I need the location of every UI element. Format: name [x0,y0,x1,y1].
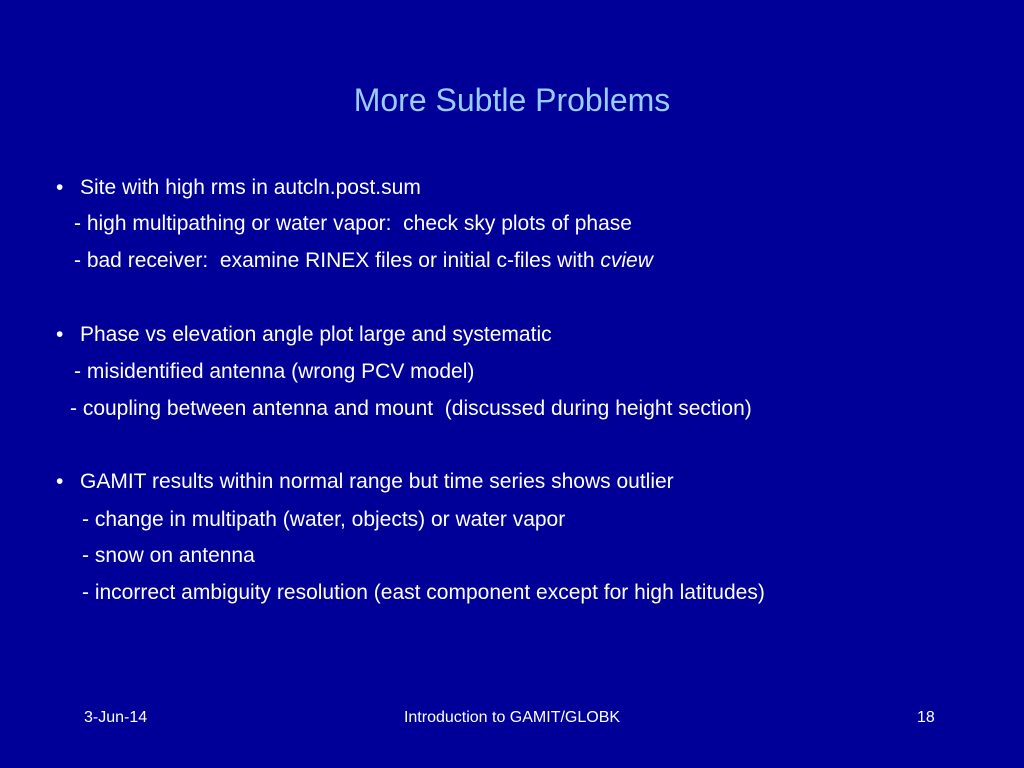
bullet-marker: • [56,323,64,346]
bullet-heading: Site with high rms in autcln.post.sum [80,176,421,199]
sub-point-text: - bad receiver: examine RINEX files or initial c-files with [74,249,601,272]
footer-title: Introduction to GAMIT/GLOBK [403,709,621,726]
slide-title: More Subtle Problems [353,82,671,118]
page-number: 18 [917,709,935,726]
bullet-heading: GAMIT results within normal range but time series shows outlier [80,470,674,493]
bullet-marker: • [56,176,64,199]
footer-date: 3-Jun-14 [84,709,148,726]
sub-point: - change in multipath (water, objects) or water vapor [82,508,566,531]
bullet-heading: Phase vs elevation angle plot large and systematic [80,323,552,346]
sub-point: - snow on antenna [82,544,255,567]
sub-point-with-term [74,248,653,274]
sub-point: - misidentified antenna (wrong PCV model) [74,360,475,383]
sub-point: - coupling between antenna and mount (discussed during height section) [70,397,752,420]
sub-point: - incorrect ambiguity resolution (east component except for high latitudes) [82,581,765,604]
sub-point: - high multipathing or water vapor: check sky plots of phase [74,212,632,235]
italic-term: cview [600,249,653,272]
bullet-marker: • [56,470,64,493]
